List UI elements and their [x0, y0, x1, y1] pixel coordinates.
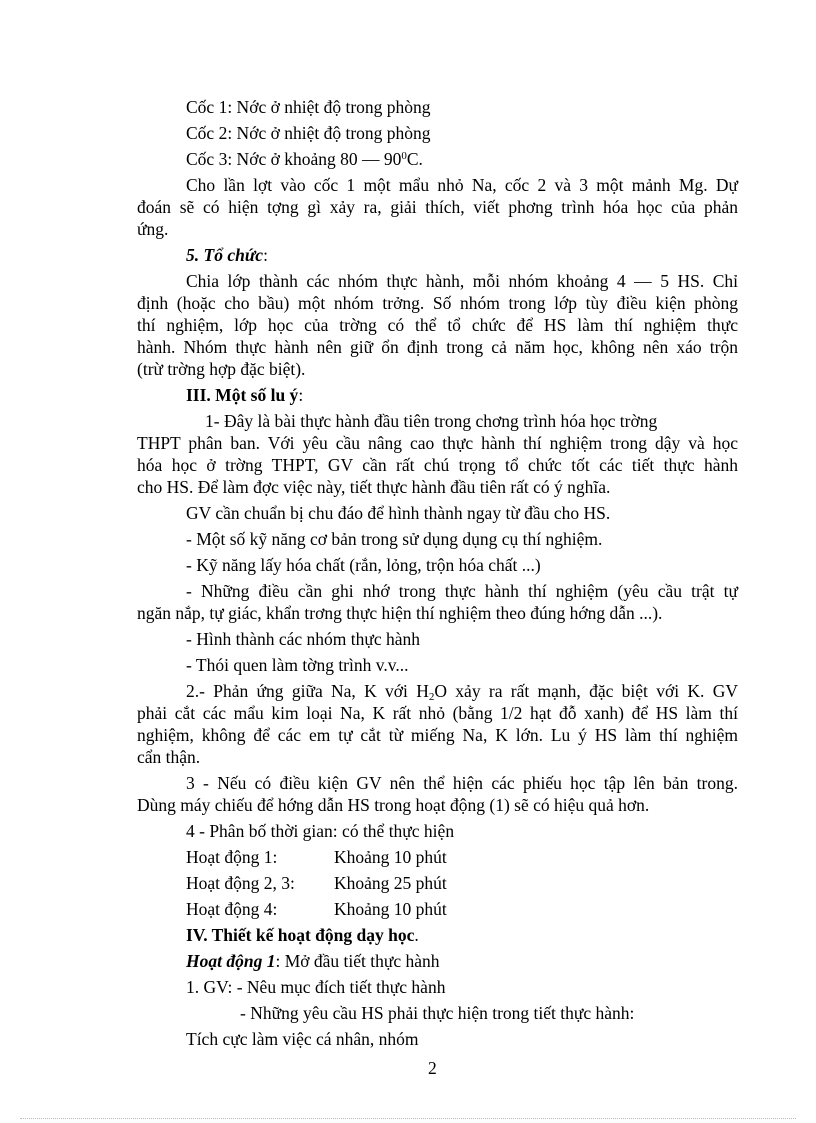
list-item: - Thói quen làm tờng trình v.v... — [186, 655, 409, 675]
text-line: Cốc 1: Nớc ở nhiệt độ trong phòng — [186, 97, 431, 117]
text-line: 1- Đây là bài thực hành đầu tiên trong chơng trình hóa học trờng — [205, 411, 658, 431]
activity-label: Hoạt động 2, 3: — [186, 873, 295, 893]
section-heading — [186, 924, 419, 946]
text-line: (trừ trờng hợp đặc biệt). — [137, 359, 306, 379]
activity-duration: Khoảng 10 phút — [334, 847, 447, 867]
heading-punct: : — [298, 385, 304, 405]
text-line: ứng. — [137, 219, 169, 239]
list-item: - Kỹ năng lấy hóa chất (rắn, lỏng, trộn hóa chất ...) — [186, 555, 541, 575]
text-line: đoán sẽ có hiện tợng gì xảy ra, giải thích, viết phơng trình hóa học của phản — [137, 197, 738, 217]
list-item: - Một số kỹ năng cơ bản trong sử dụng dụng cụ thí nghiệm. — [186, 529, 603, 549]
text-line: nghiệm, không để các em tự cắt từ miếng Na, K lớn. Lu ý HS làm thí nghiệm — [137, 725, 738, 745]
subheading-label: Hoạt động 1 — [186, 951, 276, 971]
text-line: định (hoặc cho bầu) một nhóm trởng. Số nhóm trong lớp tùy điều kiện phòng — [137, 293, 738, 313]
activity-label: Hoạt động 1: — [186, 847, 278, 867]
section-heading — [186, 244, 268, 266]
heading-text: 5. Tổ chức — [186, 245, 264, 265]
activity-duration: Khoảng 10 phút — [334, 899, 447, 919]
text-line: hóa học ở trờng THPT, GV cần rất chú trọng tổ chức tốt các tiết thực hành — [137, 455, 738, 475]
schedule-row — [186, 898, 586, 920]
list-item: - Những điều cần ghi nhớ trong thực hành thí nghiệm (yêu cầu trật tự — [186, 581, 738, 601]
text-line: phải cắt các mẩu kim loại Na, K rất nhỏ (bằng 1/2 hạt đỗ xanh) để HS làm thí — [137, 703, 738, 723]
text-line: - Những yêu cầu HS phải thực hiện trong tiết thực hành: — [240, 1003, 635, 1023]
text-line — [137, 680, 738, 702]
text-line: hành. Nhóm thực hành nên giữ ổn định trong cả năm học, không nên xáo trộn — [137, 337, 738, 357]
heading-text: IV. Thiết kế hoạt động dạy học — [186, 925, 415, 945]
text-line: ngăn nắp, tự giác, khẩn trơng thực hiện thí nghiệm theo đúng hớng dẫn ...). — [137, 603, 663, 623]
section-heading — [186, 384, 303, 406]
list-item: - Hình thành các nhóm thực hành — [186, 629, 421, 649]
text-run: O xảy ra rất mạnh, đặc biệt với K. GV — [434, 681, 738, 701]
subheading-text: : Mở đầu tiết thực hành — [275, 951, 440, 971]
text-line: Cho lần lợt vào cốc 1 một mẩu nhỏ Na, cốc 2 và 3 một mảnh Mg. Dự — [186, 175, 738, 195]
schedule-row — [186, 846, 586, 868]
text-line: 1. GV: - Nêu mục đích tiết thực hành — [186, 977, 446, 997]
text-line: cho HS. Để làm đợc việc này, tiết thực hành đầu tiên rất có ý nghĩa. — [137, 477, 611, 497]
heading-text: III. Một số lu ý — [186, 385, 299, 405]
text-run: 2.- Phản ứng giữa Na, K với H — [186, 681, 429, 701]
text-line: cẩn thận. — [137, 747, 201, 767]
heading-punct: . — [414, 925, 419, 945]
text-line: thí nghiệm, lớp học của trờng có thể tổ chức để HS làm thí nghiệm thực — [137, 315, 738, 335]
text-line — [186, 148, 423, 170]
activity-duration: Khoảng 25 phút — [334, 873, 447, 893]
text-line: GV cần chuẩn bị chu đáo để hình thành ngay từ đầu cho HS. — [186, 503, 611, 523]
text-line: Cốc 2: Nớc ở nhiệt độ trong phòng — [186, 123, 431, 143]
subscript: 2 — [428, 691, 435, 703]
activity-label: Hoạt động 4: — [186, 899, 278, 919]
subheading — [186, 950, 440, 972]
text-line: THPT phân ban. Với yêu cầu nâng cao thực hành thí nghiệm trong dậy và học — [137, 433, 738, 453]
page-number: 2 — [428, 1058, 437, 1078]
superscript: 0 — [401, 150, 407, 162]
text-line: Tích cực làm việc cá nhân, nhóm — [186, 1029, 419, 1049]
text-line: Chia lớp thành các nhóm thực hành, mỗi nhóm khoảng 4 — 5 HS. Chỉ — [186, 271, 738, 291]
text-line: 3 - Nếu có điều kiện GV nên thể hiện các phiếu học tập lên bản trong. — [186, 773, 738, 793]
text-run: Cốc 3: Nớc ở khoảng 80 — 90 — [186, 149, 402, 169]
text-line: 4 - Phân bố thời gian: có thể thực hiện — [186, 821, 455, 841]
text-line: Dùng máy chiếu để hớng dẫn HS trong hoạt động (1) sẽ có hiệu quả hơn. — [137, 795, 650, 815]
schedule-row — [186, 872, 586, 894]
text-run: C. — [406, 149, 423, 169]
heading-punct: : — [263, 245, 268, 265]
page-bottom-divider — [20, 1118, 796, 1119]
